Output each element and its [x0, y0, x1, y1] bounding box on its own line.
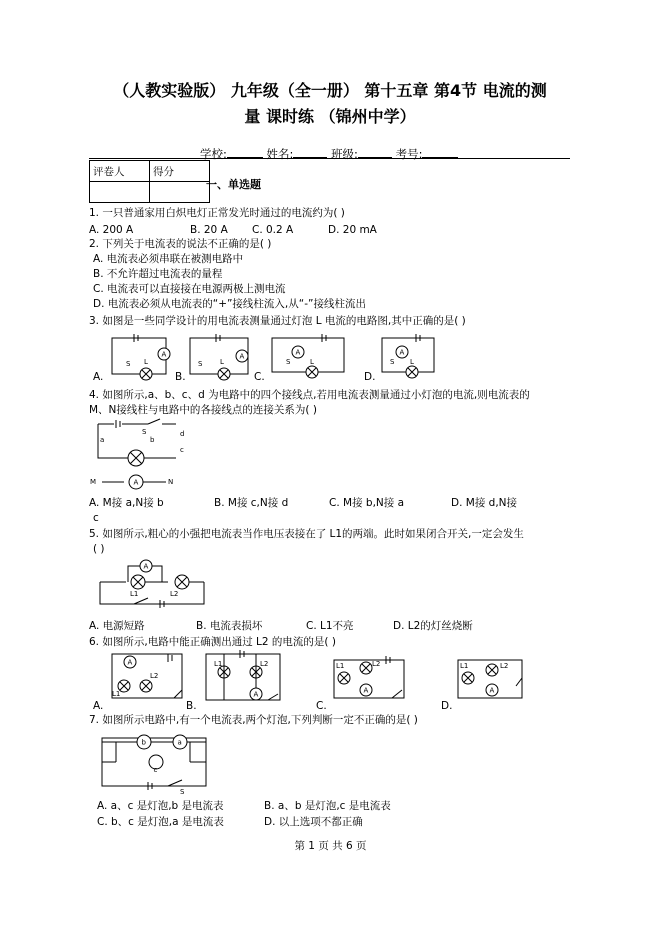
svg-text:A: A [363, 686, 369, 695]
svg-text:S: S [126, 360, 131, 368]
svg-text:S: S [180, 788, 185, 796]
q6-stem: 6. 如图所示,电路中能正确测出通过 L2 的电流的是( ) [89, 636, 336, 648]
q5-stem-line2: ( ) [93, 543, 105, 555]
reviewer-header: 评卷人 [90, 161, 150, 182]
q5-option-c[interactable]: C. L1不亮 [306, 620, 354, 632]
svg-text:L: L [410, 358, 414, 366]
q3-label-c[interactable]: C. [254, 371, 265, 383]
svg-text:N: N [168, 478, 174, 486]
q1-option-b[interactable]: B. 20 A [190, 224, 228, 236]
page-footer: 第 1 页 共 6 页 [294, 840, 367, 852]
q4-stem-line2: M、N接线柱与电路中的各接线点的连接关系为( ) [89, 404, 317, 416]
svg-text:S: S [142, 428, 147, 436]
q6-label-a[interactable]: A. [93, 700, 104, 712]
q5-option-d[interactable]: D. L2的灯丝烧断 [393, 620, 473, 632]
class-blank[interactable] [358, 146, 392, 158]
svg-text:L: L [144, 358, 148, 366]
q7-option-d[interactable]: D. 以上选项不都正确 [264, 816, 363, 828]
svg-text:L: L [310, 358, 314, 366]
q4-circuit [90, 420, 192, 490]
score-table [89, 160, 210, 203]
q5-stem-line1: 5. 如图所示,粗心的小强把电流表当作电压表接在了 L1的两端。此时如果闭合开关,一定会发生 [89, 528, 524, 540]
q4-option-c[interactable]: C. M接 b,N接 a [329, 497, 405, 509]
svg-text:A: A [239, 352, 245, 361]
svg-text:A: A [253, 690, 259, 699]
page-title-line2: 量 课时练 （锦州中学） [244, 107, 416, 126]
q4-option-a[interactable]: A. M接 a,N接 b [89, 497, 164, 509]
svg-text:L2: L2 [372, 660, 381, 668]
svg-text:L2: L2 [500, 662, 509, 670]
q1-option-c[interactable]: C. 0.2 A [252, 224, 294, 236]
svg-text:L1: L1 [112, 690, 121, 698]
q5-circuit [98, 558, 210, 608]
svg-text:L1: L1 [336, 662, 345, 670]
exam-no-label: 考号: [395, 147, 423, 161]
q1-option-d[interactable]: D. 20 mA [328, 224, 377, 236]
svg-text:S: S [198, 360, 203, 368]
svg-text:L1: L1 [130, 590, 139, 598]
svg-text:A: A [127, 658, 133, 667]
svg-text:b: b [150, 436, 155, 444]
svg-text:A: A [161, 350, 167, 359]
svg-text:A: A [489, 686, 495, 695]
q3-circuit-b[interactable] [186, 334, 254, 382]
q4-stem-line1: 4. 如图所示,a、b、c、d 为电路中的四个接线点,若用电流表测量通过小灯泡的电流,则电流表的 [89, 389, 530, 401]
svg-text:b: b [141, 738, 146, 747]
svg-text:L2: L2 [170, 590, 179, 598]
section-title: 一、单选题 [206, 178, 261, 191]
q7-stem: 7. 如图所示电路中,有一个电流表,两个灯泡,下列判断一定不正确的是( ) [89, 714, 418, 726]
q5-option-a[interactable]: A. 电源短路 [89, 620, 145, 632]
q6-circuit-b[interactable] [202, 652, 286, 704]
q7-circuit [98, 728, 210, 796]
exam-no-blank[interactable] [422, 146, 458, 158]
score-header: 得分 [150, 161, 210, 182]
q6-label-b[interactable]: B. [186, 700, 197, 712]
svg-text:S: S [286, 358, 291, 366]
name-label: 姓名: [266, 147, 294, 161]
name-blank[interactable] [293, 146, 327, 158]
q3-circuit-a[interactable] [104, 334, 172, 382]
q2-option-b[interactable]: B. 不允许超过电流表的量程 [93, 268, 223, 280]
page-title-line1: （人教实验版） 九年级（全一册） 第十五章 第4节 电流的测 [113, 81, 547, 100]
svg-text:A: A [143, 562, 149, 571]
svg-text:A: A [295, 348, 301, 357]
q3-stem: 3. 如图是一些同学设计的用电流表测量通过灯泡 L 电流的电路图,其中正确的是( ) [89, 315, 466, 327]
svg-text:a: a [100, 436, 105, 444]
svg-text:A: A [133, 478, 139, 487]
q2-stem: 2. 下列关于电流表的说法不正确的是( ) [89, 238, 272, 250]
svg-text:L: L [220, 358, 224, 366]
q6-circuit-d[interactable] [454, 656, 530, 702]
reviewer-cell[interactable] [90, 182, 150, 203]
svg-text:M: M [90, 478, 97, 486]
svg-text:c: c [153, 766, 158, 774]
header-divider [89, 158, 570, 159]
q3-label-b[interactable]: B. [175, 371, 186, 383]
class-label: 班级: [331, 147, 358, 161]
svg-text:L2: L2 [150, 672, 159, 680]
q6-label-c[interactable]: C. [316, 700, 327, 712]
q1-stem: 1. 一只普通家用白炽电灯正常发光时通过的电流约为( ) [89, 207, 345, 219]
school-blank[interactable] [227, 146, 263, 158]
svg-text:A: A [399, 348, 405, 357]
q2-option-c[interactable]: C. 电流表可以直接接在电源两极上测电流 [93, 283, 286, 295]
q7-option-a[interactable]: A. a、c 是灯泡,b 是电流表 [97, 800, 224, 812]
student-info [200, 146, 458, 162]
q6-circuit-a[interactable] [108, 652, 188, 702]
q7-option-b[interactable]: B. a、b 是灯泡,c 是电流表 [264, 800, 391, 812]
q4-option-b[interactable]: B. M接 c,N接 d [214, 497, 289, 509]
svg-text:c: c [180, 446, 184, 454]
q1-option-a[interactable]: A. 200 A [89, 224, 134, 236]
score-cell[interactable] [150, 182, 210, 203]
svg-text:L2: L2 [260, 660, 269, 668]
svg-text:L1: L1 [460, 662, 469, 670]
q3-circuit-c[interactable] [270, 334, 350, 380]
q5-option-b[interactable]: B. 电流表损坏 [196, 620, 263, 632]
q3-label-a[interactable]: A. [93, 371, 104, 383]
svg-text:a: a [177, 738, 182, 747]
q3-label-d[interactable]: D. [364, 371, 376, 383]
q6-circuit-c[interactable] [330, 656, 410, 702]
q6-label-d[interactable]: D. [441, 700, 453, 712]
svg-text:L1: L1 [214, 660, 223, 668]
q3-circuit-d[interactable] [380, 334, 440, 380]
q2-option-a[interactable]: A. 电流表必须串联在被测电路中 [93, 253, 244, 265]
q4-option-d-cont: c [93, 512, 99, 524]
q4-option-d[interactable]: D. M接 d,N接 [451, 497, 518, 509]
school-label: 学校: [200, 147, 227, 161]
q7-option-c[interactable]: C. b、c 是灯泡,a 是电流表 [97, 816, 224, 828]
q2-option-d[interactable]: D. 电流表必须从电流表的“+”接线柱流入,从“-”接线柱流出 [93, 298, 366, 310]
svg-text:d: d [180, 430, 185, 438]
svg-text:S: S [390, 358, 395, 366]
